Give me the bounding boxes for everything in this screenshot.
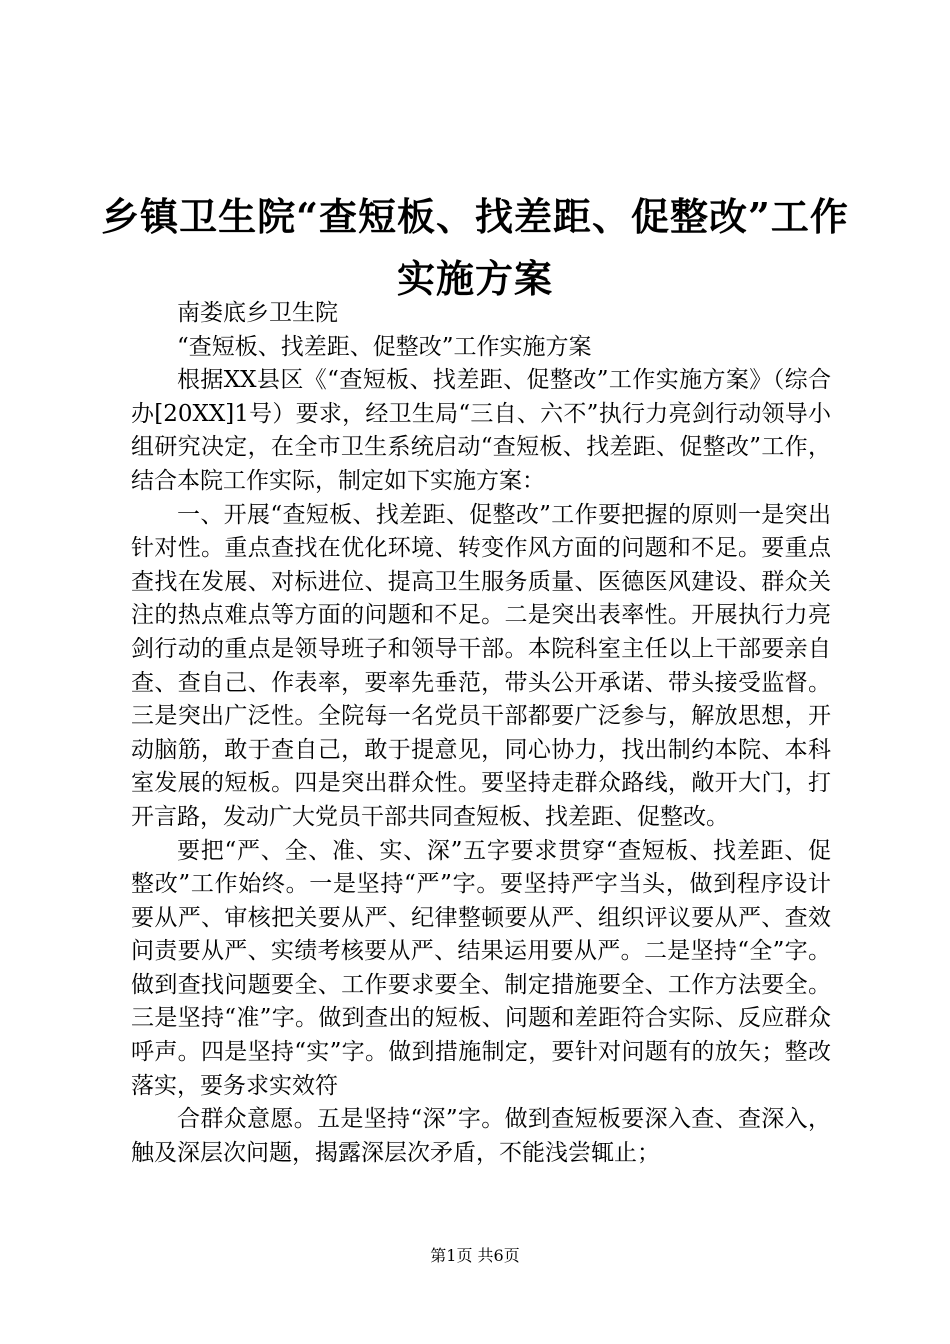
- paragraph-intro: 根据XX县区《“查短板、找差距、促整改”工作实施方案》（综合办[20XX]1号）要求，经卫生局“三自、六不”执行力亮剑行动领导小组研究决定，在全市卫生系统启动“查短板、找差距、促整改”工作，结合本院工作实际，制定如下实施方案：: [131, 367, 831, 494]
- paragraph-principles: 一、开展“查短板、找差距、促整改”工作要把握的原则一是突出针对性。重点查找在优化环境、转变作风方面的问题和不足。要重点查找在发展、对标进位、提高卫生服务质量、医德医风建设、群众关注的热点难点等方面的问题和不足。二是突出表率性。开展执行力亮剑行动的重点是领导班子和领导干部。本院科室主任以上干部要亲自查、查自己、作表率，要率先垂范，带头公开承诺、带头接受监督。三是突出广泛性。全院每一名党员干部都要广泛参与，解放思想，开动脑筋，敢于查自己，敢于提意见，同心协力，找出制约本院、本科室发展的短板。四是突出群众性。要坚持走群众路线，敞开大门，打开言路，发动广大党员干部共同查短板、找差距、促整改。: [131, 501, 831, 830]
- organization-name: 南娄底乡卫生院: [177, 300, 338, 326]
- document-title-line1: 乡镇卫生院“查短板、找差距、促整改”工作: [101, 194, 849, 239]
- paragraph-requirements: 要把“严、全、准、实、深”五字要求贯穿“查短板、找差距、促整改”工作始终。一是坚持“严”字。要坚持严字当头，做到程序设计要从严、审核把关要从严、纪律整顿要从严、组织评议要从严、查效问责要从严、实绩考核要从严、结果运用要从严。二是坚持“全”字。做到查找问题要全、工作要求要全、制定措施要全、工作方法要全。三是坚持“准”字。做到查出的短板、问题和差距符合实际、反应群众呼声。四是坚持“实”字。做到措施制定，要针对问题有的放矢；整改落实，要务求实效符: [131, 837, 831, 1099]
- paragraph-continued: 合群众意愿。五是坚持“深”字。做到查短板要深入查、查深入，触及深层次问题，揭露深层次矛盾，不能浅尝辄止；: [131, 1106, 831, 1166]
- document-body: [131, 297, 831, 1170]
- document-title-line2: 实施方案: [396, 256, 553, 301]
- page-footer: 第1页 共6页: [430, 1246, 520, 1265]
- document-subtitle: “查短板、找差距、促整改”工作实施方案: [177, 333, 592, 360]
